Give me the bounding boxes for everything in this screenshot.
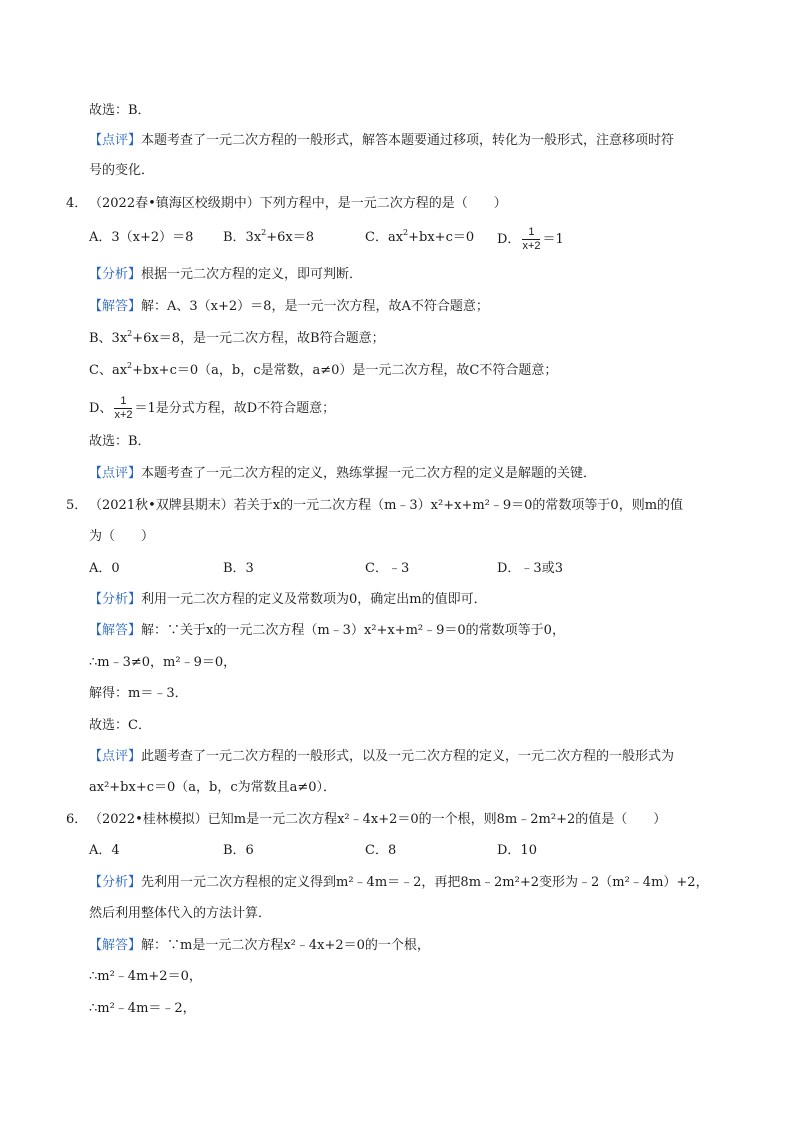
analysis-text: 利用一元二次方程的定义及常数项为0，确定出m的值即可． <box>141 592 487 607</box>
solution-text: 解：∵m是一元二次方程x²﹣4x+2＝0的一个根， <box>141 938 430 953</box>
option-c-suffix: +bx+c＝0 <box>408 230 475 245</box>
q6-option-b: B．6 <box>223 843 254 858</box>
solution-text: 解：A、3（x+2）＝8，是一元一次方程，故A不符合题意； <box>141 299 489 314</box>
q4-option-a: A．3（x+2）＝8 <box>89 230 194 245</box>
q6-stem: （2022•桂林模拟）已知m是一元二次方程x²﹣4x+2＝0的一个根，则8m﹣2m²+2的值是（ ） <box>89 812 667 827</box>
fraction-numerator: 1 <box>522 226 540 240</box>
solution-prefix: D、 <box>89 401 113 416</box>
q5-stem-2: 为（ ） <box>89 529 155 544</box>
q3-review-line-1 <box>89 131 674 151</box>
q6-number: 6． <box>66 812 88 827</box>
q5-option-c: C．﹣3 <box>365 561 410 576</box>
review-tag: 【点评】 <box>89 749 142 764</box>
q4-solution-4 <box>89 395 335 422</box>
q4-option-d <box>497 226 564 253</box>
option-d-suffix: ＝1 <box>542 232 564 247</box>
q5-stem-1: （2021秋•双牌县期末）若关于x的一元二次方程（m﹣3）x²+x+m²﹣9＝0的常数项等于0，则m的值 <box>89 498 684 513</box>
q4-option-c <box>365 228 474 248</box>
analysis-tag: 【分析】 <box>89 592 142 607</box>
solution-suffix: +bx+c＝0（a，b，c是常数，a≠0）是一元二次方程，故C不符合题意； <box>132 363 558 378</box>
review-text: 本题考查了一元二次方程的定义，熟练掌握一元二次方程的定义是解题的关键． <box>141 466 597 481</box>
q4-review <box>89 464 596 484</box>
analysis-text: 先利用一元二次方程根的定义得到m²﹣4m＝﹣2，再把8m﹣2m²+2变形为﹣2（m²﹣4m）+2， <box>141 875 709 890</box>
q5-analysis <box>89 590 487 610</box>
superscript: 2 <box>127 329 133 338</box>
solution-tag: 【解答】 <box>89 938 142 953</box>
q5-solution-2: ∴m﹣3≠0，m²﹣9＝0， <box>89 655 237 670</box>
q5-option-d: D．﹣3或3 <box>497 561 563 576</box>
q5-solution-3: 解得：m＝﹣3． <box>89 686 188 701</box>
review-tag: 【点评】 <box>89 133 142 148</box>
superscript: 2 <box>403 228 409 237</box>
q6-option-a: A．4 <box>89 843 120 858</box>
q6-solution-3: ∴m²﹣4m＝﹣2， <box>89 1001 196 1016</box>
q4-option-b <box>223 228 314 248</box>
q4-number: 4． <box>66 196 88 211</box>
fraction <box>114 395 132 422</box>
solution-prefix: B、3x <box>89 331 128 346</box>
q4-stem: （2022春•镇海区校级期中）下列方程中，是一元二次方程的是（ ） <box>89 196 507 211</box>
q6-option-c: C．8 <box>365 843 397 858</box>
analysis-tag: 【分析】 <box>89 875 142 890</box>
solution-prefix: C、ax <box>89 363 128 378</box>
superscript: 2 <box>127 361 133 370</box>
solution-suffix: +6x＝8，是一元二次方程，故B符合题意； <box>132 331 385 346</box>
option-c-prefix: C．ax <box>365 230 404 245</box>
q5-solution-1 <box>89 621 565 641</box>
q6-solution-2: ∴m²﹣4m+2＝0， <box>89 969 202 984</box>
solution-text: 解：∵关于x的一元二次方程（m﹣3）x²+x+m²﹣9＝0的常数项等于0， <box>141 623 565 638</box>
q5-option-a: A．0 <box>89 561 120 576</box>
q3-review-line-2: 号的变化． <box>89 163 155 178</box>
q4-answer: 故选：B． <box>89 434 151 449</box>
q4-solution-3 <box>89 361 557 381</box>
q6-analysis-2: 然后利用整体代入的方法计算． <box>89 906 272 921</box>
fraction-numerator: 1 <box>114 395 132 409</box>
option-b-prefix: B．3x <box>223 230 262 245</box>
q4-solution-2 <box>89 329 385 349</box>
analysis-text: 根据一元二次方程的定义，即可判断． <box>141 267 363 282</box>
q5-review-1 <box>89 747 674 767</box>
fraction-denominator: x+2 <box>522 240 541 252</box>
solution-suffix: ＝1是分式方程，故D不符合题意； <box>134 401 336 416</box>
q6-solution-1 <box>89 936 430 956</box>
solution-tag: 【解答】 <box>89 623 142 638</box>
q5-option-b: B．3 <box>223 561 254 576</box>
q6-analysis-1 <box>89 873 709 893</box>
q5-answer: 故选：C． <box>89 718 151 733</box>
fraction <box>522 226 540 253</box>
q4-analysis <box>89 265 362 285</box>
q5-review-2: ax²+bx+c＝0（a，b，c为常数且a≠0）． <box>89 780 337 795</box>
review-tag: 【点评】 <box>89 466 142 481</box>
q3-answer: 故选：B． <box>89 103 151 118</box>
solution-tag: 【解答】 <box>89 299 142 314</box>
superscript: 2 <box>261 228 267 237</box>
q5-number: 5． <box>66 498 88 513</box>
option-b-suffix: +6x＝8 <box>266 230 315 245</box>
fraction-denominator: x+2 <box>114 409 133 421</box>
review-text: 本题考查了一元二次方程的一般形式，解答本题要通过移项，转化为一般形式，注意移项时符 <box>141 133 675 148</box>
q4-solution-1 <box>89 297 489 317</box>
q6-option-d: D．10 <box>497 843 537 858</box>
option-d-prefix: D． <box>497 232 521 247</box>
analysis-tag: 【分析】 <box>89 267 142 282</box>
review-text: 此题考查了一元二次方程的一般形式，以及一元二次方程的定义，一元二次方程的一般形式为 <box>141 749 675 764</box>
